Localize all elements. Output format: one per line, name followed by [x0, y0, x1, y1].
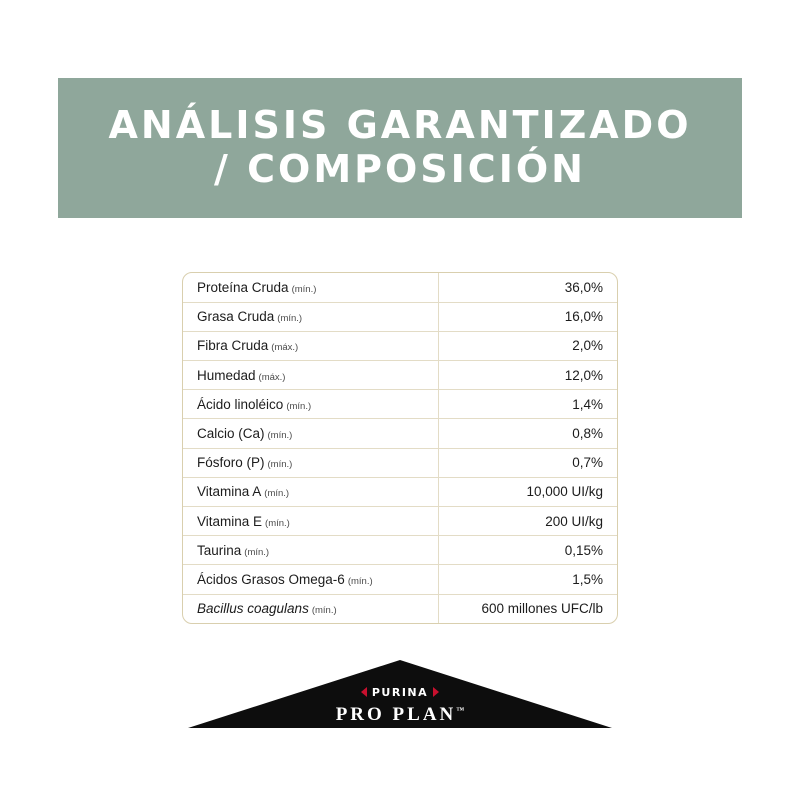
table-row — [183, 361, 617, 390]
nutrient-qualifier: (mín.) — [286, 400, 312, 412]
nutrient-qualifier: (mín.) — [277, 313, 303, 325]
nutrient-cell — [183, 507, 438, 536]
nutrient-name: Proteína Cruda — [197, 279, 289, 295]
table-row — [183, 390, 617, 419]
table-row — [183, 594, 617, 623]
guaranteed-analysis-table — [182, 272, 618, 624]
nutrient-value: 1,5% — [438, 565, 617, 594]
nutrient-cell — [183, 419, 438, 448]
table-row — [183, 419, 617, 448]
nutrient-value: 16,0% — [438, 302, 617, 331]
nutrient-cell — [183, 594, 438, 623]
logo-text-group — [0, 684, 800, 726]
table-row — [183, 536, 617, 565]
nutrient-cell — [183, 536, 438, 565]
nutrient-qualifier: (máx.) — [258, 371, 286, 383]
nutrient-cell — [183, 565, 438, 594]
nutrient-cell — [183, 331, 438, 360]
table-row — [183, 331, 617, 360]
nutrient-value: 0,8% — [438, 419, 617, 448]
nutrient-qualifier: (mín.) — [244, 546, 270, 558]
nutrient-value: 36,0% — [564, 279, 603, 295]
chevron-right-icon — [433, 687, 439, 697]
table-row — [183, 448, 617, 477]
table-row — [183, 477, 617, 506]
nutrient-name: Vitamina A — [197, 484, 262, 500]
nutrient-cell — [183, 390, 438, 419]
nutrient-name: Bacillus coagulans — [197, 601, 309, 617]
proplan-wordmark — [0, 704, 800, 726]
trademark-symbol: ™ — [456, 705, 465, 715]
nutrient-name: Fibra Cruda — [197, 338, 269, 354]
nutrient-name: Ácido linoléico — [197, 396, 284, 412]
table-body — [183, 273, 617, 623]
proplan-label: PRO PLAN — [335, 704, 457, 725]
nutrient-value: 1,4% — [438, 390, 617, 419]
nutrient-value: 2,0% — [438, 331, 617, 360]
nutrient-qualifier: (mín.) — [311, 605, 337, 617]
nutrient-cell — [183, 302, 438, 331]
nutrient-name: Calcio (Ca) — [197, 426, 265, 442]
nutrient-qualifier: (mín.) — [347, 575, 373, 587]
table-row — [183, 507, 617, 536]
nutrient-cell — [183, 273, 438, 302]
nutrient-value: 10,000 UI/kg — [438, 477, 617, 506]
purina-label: PURINA — [371, 685, 429, 699]
nutrient-qualifier: (mín.) — [265, 517, 290, 529]
nutrient-cell — [183, 477, 438, 506]
nutrient-qualifier: (mín.) — [291, 283, 317, 295]
nutrient-qualifier: (mín.) — [267, 430, 293, 442]
nutrient-qualifier: (mín.) — [267, 459, 293, 471]
nutrient-name: Vitamina E — [197, 513, 263, 529]
page-title-line-1: ANÁLISIS GARANTIZADO — [108, 103, 692, 148]
header-banner — [58, 78, 742, 218]
nutrient-name: Humedad — [197, 367, 256, 383]
page-title-line-2: / COMPOSICIÓN — [214, 147, 586, 191]
chevron-left-icon — [361, 687, 367, 697]
nutrient-value: 12,0% — [438, 361, 617, 390]
nutrient-value: 600 millones UFC/lb — [438, 594, 617, 623]
nutrient-cell — [183, 361, 438, 390]
brand-logo — [0, 660, 800, 750]
nutrient-value: 0,7% — [438, 448, 617, 477]
nutrient-qualifier: (máx.) — [271, 342, 299, 354]
nutrient-qualifier: (mín.) — [264, 488, 290, 500]
table-row — [183, 565, 617, 594]
purina-wordmark — [361, 686, 439, 699]
table-row — [183, 302, 617, 331]
nutrient-name: Taurina — [197, 542, 242, 558]
nutrient-value: 0,15% — [438, 536, 617, 565]
nutrient-value: 200 UI/kg — [438, 507, 617, 536]
nutrient-cell — [183, 448, 438, 477]
nutrient-name: Ácidos Grasos Omega-6 — [197, 571, 345, 587]
nutrient-name: Fósforo (P) — [197, 455, 265, 471]
table-row — [183, 273, 617, 302]
nutrient-name: Grasa Cruda — [197, 309, 275, 325]
